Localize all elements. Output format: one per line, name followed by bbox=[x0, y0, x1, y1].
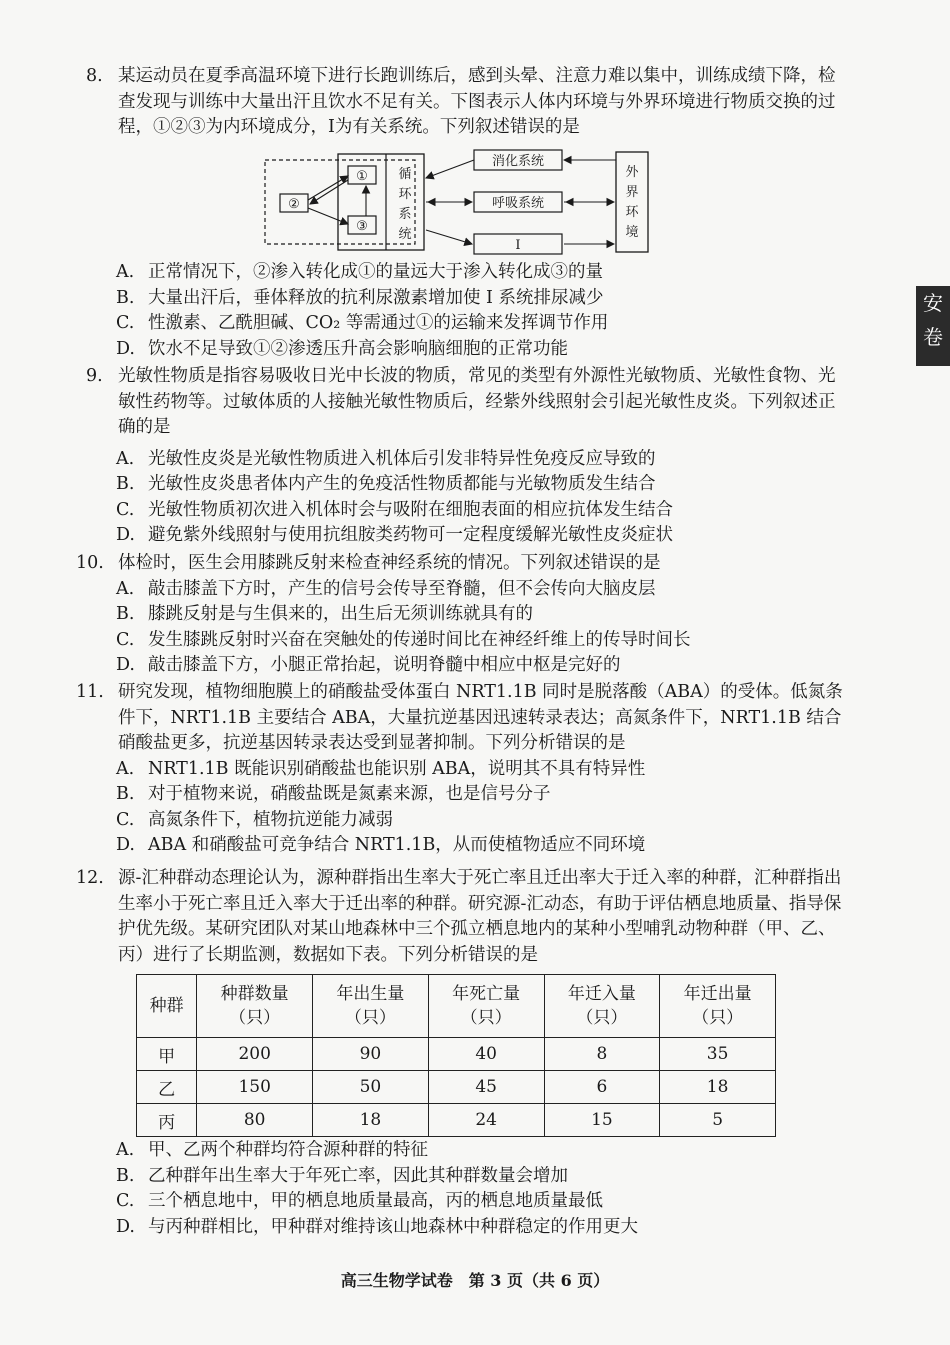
option-text: 与丙种群相比，甲种群对维持该山地森林中种群稳定的作用更大 bbox=[148, 1216, 638, 1237]
option-label: C. bbox=[116, 809, 135, 830]
option-c[interactable] bbox=[116, 498, 846, 524]
question-stem: 某运动员在夏季高温环境下进行长跑训练后，感到头晕、注意力难以集中，训练成绩下降，检查发现与训练中大量出汗且饮水不足有关。下图表示人体内环境与外界环境进行物质交换的过程，①②③为内环境成分，I为有关系统。下列叙述错误的是 bbox=[118, 66, 836, 137]
option-label: A. bbox=[116, 262, 135, 282]
option-b[interactable] bbox=[116, 1164, 846, 1190]
option-a[interactable] bbox=[116, 260, 846, 286]
option-label: D. bbox=[116, 338, 135, 359]
option-text: 性激素、乙酰胆碱、CO₂ 等需通过①的运输来发挥调节作用 bbox=[148, 313, 609, 333]
option-label: B. bbox=[116, 1165, 135, 1186]
table-cell: 18 bbox=[313, 1104, 429, 1137]
option-d[interactable] bbox=[116, 833, 846, 859]
option-c[interactable] bbox=[116, 808, 846, 834]
option-b[interactable] bbox=[116, 472, 846, 498]
option-b[interactable] bbox=[116, 602, 846, 628]
option-text: NRT1.1B 既能识别硝酸盐也能识别 ABA，说明其不具有特异性 bbox=[148, 758, 646, 779]
table-header-cell bbox=[544, 975, 660, 1038]
table-header-cell bbox=[197, 975, 313, 1038]
circulatory-label-char: 统 bbox=[398, 227, 412, 242]
question-stem: 研究发现，植物细胞膜上的硝酸盐受体蛋白 NRT1.1B 同时是脱落酸（ABA）的受体。低氮条件下，NRT1.1B 主要结合 ABA，大量抗逆基因迅速转录表达；高氮条件下，NRT1.1B 结合硝酸盐更多，抗逆基因转录表达受到显著抑制。下列分析错误的是 bbox=[118, 682, 843, 753]
circulatory-label-char: 循 bbox=[398, 167, 412, 182]
option-text: 光敏性皮炎患者体内产生的免疫活性物质都能与光敏物质发生结合 bbox=[148, 474, 656, 494]
question-9 bbox=[86, 364, 846, 549]
option-label: B. bbox=[116, 474, 135, 494]
table-header-row bbox=[137, 975, 776, 1038]
question-8-options bbox=[86, 260, 846, 362]
question-number: 9. bbox=[86, 366, 103, 386]
option-a[interactable] bbox=[116, 447, 846, 473]
table-cell: 90 bbox=[313, 1038, 429, 1071]
option-text: 膝跳反射是与生俱来的，出生后无须训练就具有的 bbox=[148, 604, 533, 624]
population-data-table bbox=[136, 974, 776, 1137]
question-number: 11. bbox=[76, 682, 104, 702]
option-label: C. bbox=[116, 1191, 135, 1211]
option-label: A. bbox=[116, 1140, 135, 1160]
header-unit: （只） bbox=[576, 1008, 628, 1028]
header-unit: （只） bbox=[692, 1008, 744, 1028]
respiratory-system-label: 呼吸系统 bbox=[491, 196, 545, 211]
option-a[interactable] bbox=[116, 1138, 846, 1164]
table-cell: 甲 bbox=[137, 1038, 197, 1071]
table-cell: 40 bbox=[428, 1038, 544, 1071]
option-label: C. bbox=[116, 499, 135, 520]
option-label: A. bbox=[116, 578, 135, 599]
option-text: 甲、乙两个种群均符合源种群的特征 bbox=[148, 1140, 428, 1160]
option-label: C. bbox=[116, 629, 135, 650]
option-label: D. bbox=[116, 1216, 135, 1237]
table-header-cell bbox=[660, 975, 776, 1038]
external-label-char: 环 bbox=[625, 205, 639, 220]
option-label: B. bbox=[116, 604, 135, 624]
side-tab bbox=[916, 286, 950, 366]
body-fluid-exchange-diagram bbox=[262, 148, 652, 256]
header-line: 年迁出量 bbox=[683, 984, 752, 1004]
option-text: ABA 和硝酸盐可竞争结合 NRT1.1B，从而使植物适应不同环境 bbox=[148, 835, 646, 855]
option-a[interactable] bbox=[116, 577, 846, 603]
table-header-cell bbox=[428, 975, 544, 1038]
header-line: 年迁入量 bbox=[567, 984, 636, 1004]
table-cell: 150 bbox=[197, 1071, 313, 1104]
option-text: 饮水不足导致①②渗透压升高会影响脑细胞的正常功能 bbox=[148, 338, 568, 359]
table-cell: 5 bbox=[660, 1104, 776, 1137]
table-cell: 18 bbox=[660, 1071, 776, 1104]
table-row bbox=[137, 1104, 776, 1137]
table-header-cell bbox=[313, 975, 429, 1038]
option-label: B. bbox=[116, 784, 135, 804]
question-number: 8. bbox=[86, 66, 103, 86]
table-header-cell bbox=[137, 975, 197, 1038]
table-row bbox=[137, 1038, 776, 1071]
question-stem: 体检时，医生会用膝跳反射来检查神经系统的情况。下列叙述错误的是 bbox=[118, 553, 661, 573]
node-2-label: ② bbox=[288, 197, 300, 212]
table-cell: 丙 bbox=[137, 1104, 197, 1137]
external-label-char: 境 bbox=[625, 225, 639, 240]
option-label: D. bbox=[116, 655, 135, 675]
external-label-char: 界 bbox=[625, 185, 639, 200]
option-label: B. bbox=[116, 287, 135, 308]
option-text: 三个栖息地中，甲的栖息地质量最高，丙的栖息地质量最低 bbox=[148, 1191, 603, 1211]
option-text: 敲击膝盖下方，小腿正常抬起，说明脊髓中相应中枢是完好的 bbox=[148, 655, 621, 675]
option-b[interactable] bbox=[116, 286, 846, 312]
question-11 bbox=[76, 680, 846, 859]
option-d[interactable] bbox=[116, 337, 846, 363]
table-cell: 24 bbox=[428, 1104, 544, 1137]
header-line: 年出生量 bbox=[336, 984, 405, 1004]
header-line: 种群 bbox=[149, 996, 184, 1016]
header-line: 年死亡量 bbox=[452, 984, 521, 1004]
table-cell: 50 bbox=[313, 1071, 429, 1104]
question-10 bbox=[76, 551, 846, 679]
option-label: D. bbox=[116, 835, 135, 855]
option-c[interactable] bbox=[116, 628, 846, 654]
option-text: 光敏性皮炎是光敏性物质进入机体后引发非特异性免疫反应导致的 bbox=[148, 448, 656, 469]
external-label-char: 外 bbox=[625, 165, 639, 180]
side-tab-char: 安 bbox=[923, 291, 943, 315]
option-text: 敲击膝盖下方时，产生的信号会传导至脊髓，但不会传向大脑皮层 bbox=[148, 578, 656, 599]
table-cell: 80 bbox=[197, 1104, 313, 1137]
question-12-options bbox=[86, 1138, 846, 1240]
header-unit: （只） bbox=[460, 1008, 512, 1028]
question-12 bbox=[76, 866, 846, 968]
question-number: 12. bbox=[76, 868, 104, 888]
question-stem: 源-汇种群动态理论认为，源种群指出生率大于死亡率且迁出率大于迁入率的种群，汇种群指出生率小于死亡率且迁入率大于迁出率的种群。研究源-汇动态，有助于评估栖息地质量、指导保护优先级。某研究团队对某山地森林中三个孤立栖息地内的某种小型哺乳动物种群（甲、乙、丙）进行了长期监测，数据如下表。下列分析错误的是 bbox=[118, 868, 842, 965]
option-b[interactable] bbox=[116, 782, 846, 808]
option-text: 光敏性物质初次进入机体时会与吸附在细胞表面的相应抗体发生结合 bbox=[148, 499, 673, 520]
page-footer: 高三生物学试卷 第 3 页（共 6 页） bbox=[340, 1271, 610, 1290]
digestive-system-label: 消化系统 bbox=[491, 154, 545, 169]
option-d[interactable] bbox=[116, 1215, 846, 1241]
option-d[interactable] bbox=[116, 653, 846, 679]
option-label: A. bbox=[116, 758, 135, 779]
system-i-label: I bbox=[515, 238, 521, 253]
option-label: D. bbox=[116, 525, 135, 545]
option-d[interactable] bbox=[116, 523, 846, 549]
table-cell: 15 bbox=[544, 1104, 660, 1137]
circulatory-label-char: 系 bbox=[398, 207, 412, 222]
option-text: 乙种群年出生率大于年死亡率，因此其种群数量会增加 bbox=[148, 1165, 568, 1186]
option-text: 高氮条件下，植物抗逆能力减弱 bbox=[148, 809, 393, 830]
node-3-label: ③ bbox=[356, 219, 368, 234]
question-stem: 光敏性物质是指容易吸收日光中长波的物质，常见的类型有外源性光敏物质、光敏性食物、光敏性药物等。过敏体质的人接触光敏性物质后，经紫外线照射会引起光敏性皮炎。下列叙述正确的是 bbox=[118, 366, 836, 437]
option-text: 大量出汗后，垂体释放的抗利尿激素增加使 I 系统排尿减少 bbox=[148, 287, 604, 308]
header-line: 种群数量 bbox=[220, 984, 289, 1004]
question-number: 10. bbox=[76, 553, 104, 573]
table-row bbox=[137, 1071, 776, 1104]
option-c[interactable] bbox=[116, 311, 846, 337]
node-1-label: ① bbox=[356, 169, 368, 184]
circulatory-label-char: 环 bbox=[398, 187, 412, 202]
option-text: 正常情况下，②渗入转化成①的量远大于渗入转化成③的量 bbox=[148, 262, 603, 282]
side-tab-char: 卷 bbox=[923, 325, 943, 349]
option-label: A. bbox=[116, 448, 135, 469]
table-cell: 8 bbox=[544, 1038, 660, 1071]
option-text: 发生膝跳反射时兴奋在突触处的传递时间比在神经纤维上的传导时间长 bbox=[148, 629, 691, 650]
option-a[interactable] bbox=[116, 757, 846, 783]
question-8 bbox=[86, 64, 846, 141]
option-text: 避免紫外线照射与使用抗组胺类药物可一定程度缓解光敏性皮炎症状 bbox=[148, 525, 673, 545]
option-text: 对于植物来说，硝酸盐既是氮素来源，也是信号分子 bbox=[148, 784, 551, 804]
header-unit: （只） bbox=[344, 1008, 396, 1028]
table-cell: 200 bbox=[197, 1038, 313, 1071]
table-cell: 乙 bbox=[137, 1071, 197, 1104]
table-cell: 6 bbox=[544, 1071, 660, 1104]
header-unit: （只） bbox=[229, 1008, 281, 1028]
table-cell: 35 bbox=[660, 1038, 776, 1071]
option-label: C. bbox=[116, 313, 135, 333]
table-cell: 45 bbox=[428, 1071, 544, 1104]
option-c[interactable] bbox=[116, 1189, 846, 1215]
